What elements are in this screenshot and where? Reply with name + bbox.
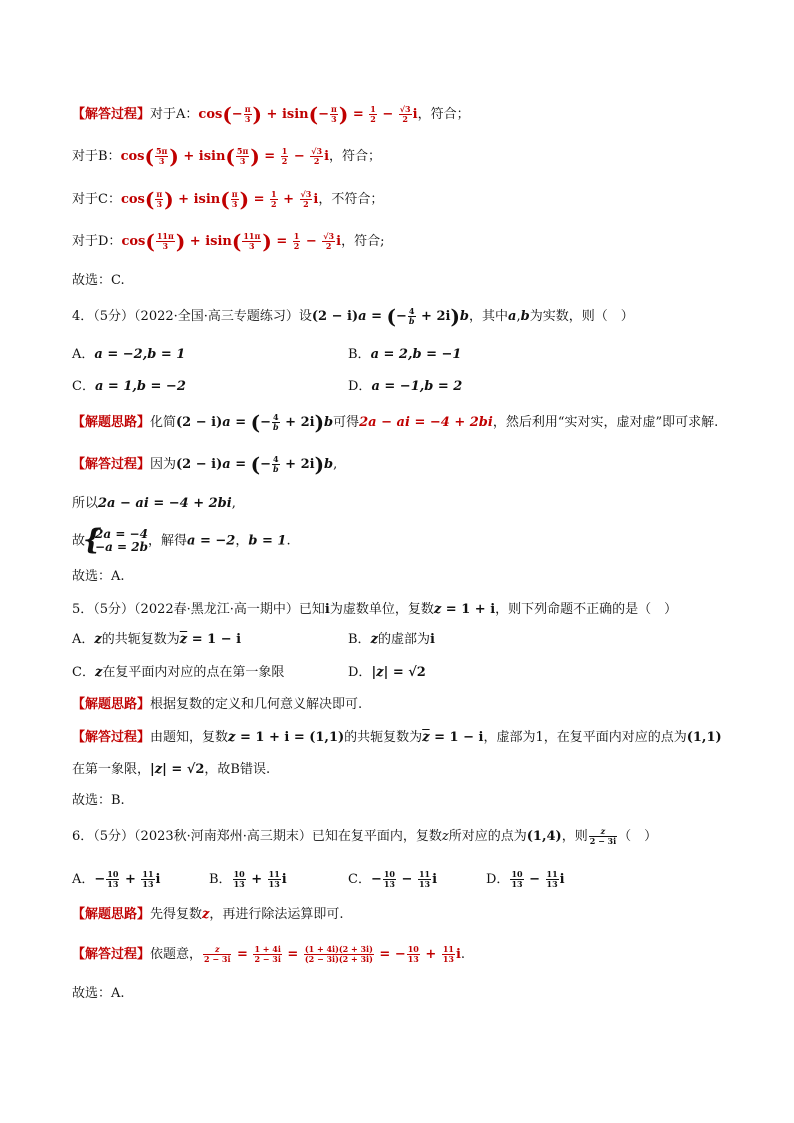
q6-hint: 【解题思路】先得复数z，再进行除法运算即可. <box>72 907 344 922</box>
q6-option-a[interactable]: A．− $\frac{10}{13}$ + $\frac{11}{13}$ i <box>72 869 161 889</box>
q4-stem: 4．（5分）（2022·全国·高三专题练习）设(2 − i)a = (− $\frac{4}{b}$ + 2i)b，其中a,b为实数，则（ ） <box>72 304 634 329</box>
q6-stem: 6．（5分）（2023秋·河南郑州·高三期末）已知在复平面内，复数z所对应的点为(1,4)，则 $\frac{z}{2 - 3i}$ （ ） <box>72 826 658 846</box>
q5-hint: 【解题思路】根据复数的定义和几何意义解决即可. <box>72 697 363 712</box>
q6-solution: 【解答过程】依题意， $\frac{z}{2 - 3i}$ = $\frac{1 + 4i}{2 - 3i}$ = $\frac{(1 + 4i)(2 + 3i)}{(2 - 3i)(2 + 3i)}$ = − $\frac{10}{13}$ + $\frac{11}{13}$ i. <box>72 944 466 964</box>
q3-solution-d: 对于D：cos( $\frac{11\pi}{3}$ ) + isin( $\frac{11\pi}{3}$ ) = $\frac{1}{2}$ − $\frac{√3}{2}$ i，符合; <box>72 229 385 254</box>
q5-option-d[interactable]: D．|z| = √2 <box>348 665 426 680</box>
equation-system: { 2a = −4 −a = 2b <box>85 528 148 554</box>
q5-option-a[interactable]: A．z的共轭复数为$\overline{z} = 1 - i$ <box>72 632 242 647</box>
q3-solution-b: 对于B：cos( $\frac{5\pi}{3}$ ) + isin( $\frac{5\pi}{3}$ ) = $\frac{1}{2}$ − $\frac{√3}{2}$ i，符合； <box>72 144 382 169</box>
q5-answer: 故选：B. <box>72 793 125 808</box>
q4-solution-1: 【解答过程】因为(2 − i)a = (− $\frac{4}{b}$ + 2i)b, <box>72 452 338 477</box>
q5-stem: 5．（5分）（2022春·黑龙江·高一期中）已知i为虚数单位，复数z = 1 + i，则下列命题不正确的是（ ） <box>72 602 678 617</box>
q6-option-d[interactable]: D． $\frac{10}{13}$ − $\frac{11}{13}$ i <box>486 869 565 889</box>
q5-option-b[interactable]: B．z的虚部为i <box>348 632 435 647</box>
math-expression: cos( $\frac{5\pi}{3}$ ) + isin( $\frac{5\pi}{3}$ ) = $\frac{1}{2}$ − $\frac{√3}{2}$ i <box>120 144 330 169</box>
q4-option-d[interactable]: D．a = −1,b = 2 <box>348 379 463 394</box>
q6-answer: 故选：A. <box>72 986 125 1001</box>
q6-option-b[interactable]: B． $\frac{10}{13}$ + $\frac{11}{13}$ i <box>209 869 287 889</box>
q6-option-c[interactable]: C．− $\frac{10}{13}$ − $\frac{11}{13}$ i <box>348 869 438 889</box>
q4-option-b[interactable]: B．a = 2,b = −1 <box>348 347 462 362</box>
solution-tag: 【解答过程】 <box>72 107 151 122</box>
q4-solution-3: 故 { 2a = −4 −a = 2b ，解得a = −2，b = 1. <box>72 528 754 554</box>
q3-solution-a: 【解答过程】对于A：cos(− $\frac{\pi}{3}$ ) + isin(− $\frac{\pi}{3}$ ) = $\frac{1}{2}$ − $\frac{√3}{2}$ i，符合； <box>72 102 470 127</box>
q4-option-a[interactable]: A．a = −2,b = 1 <box>72 347 186 362</box>
math-expression: cos( $\frac{\pi}{3}$ ) + isin( $\frac{\pi}{3}$ ) = $\frac{1}{2}$ + $\frac{√3}{2}$ i <box>120 187 319 212</box>
math-expression: cos( $\frac{11\pi}{3}$ ) + isin( $\frac{11\pi}{3}$ ) = $\frac{1}{2}$ − $\frac{√3}{2}$ i <box>121 229 342 254</box>
q5-solution-2: 在第一象限，|z| = √2，故B错误. <box>72 762 271 777</box>
q4-solution-2: 所以2a − ai = −4 + 2bi, <box>72 496 236 511</box>
q3-solution-c: 对于C：cos( $\frac{\pi}{3}$ ) + isin( $\frac{\pi}{3}$ ) = $\frac{1}{2}$ + $\frac{√3}{2}$ i，不符合； <box>72 187 384 212</box>
q4-answer: 故选：A. <box>72 569 125 584</box>
q5-solution-1: 【解答过程】由题知，复数z = 1 + i = (1,1)的共轭复数为$\overline{z} = 1 - i$，虚部为1，在复平面内对应的点为(1,1) <box>72 730 722 745</box>
q4-option-c[interactable]: C．a = 1,b = −2 <box>72 379 186 394</box>
q5-option-c[interactable]: C．z在复平面内对应的点在第一象限 <box>72 665 285 680</box>
hint-tag: 【解题思路】 <box>72 415 151 430</box>
q3-answer: 故选：C. <box>72 273 125 288</box>
solution-tag: 【解答过程】 <box>72 457 151 472</box>
q4-hint: 【解题思路】化简(2 − i)a = (− $\frac{4}{b}$ + 2i)b可得2a − ai = −4 + 2bi，然后利用“实对实，虚对虚”即可求解. <box>72 410 719 435</box>
math-expression: cos(− $\frac{\pi}{3}$ ) + isin(− $\frac{\pi}{3}$ ) = $\frac{1}{2}$ − $\frac{√3}{2}$ i <box>198 102 418 127</box>
